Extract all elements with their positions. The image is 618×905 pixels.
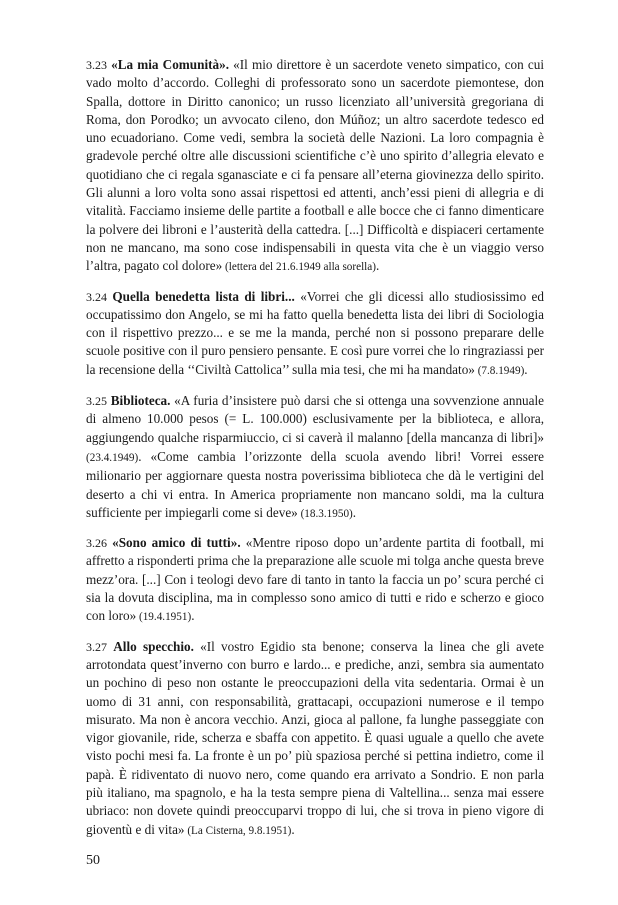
section-title: Allo specchio. — [113, 638, 194, 654]
section-title: «Sono amico di tutti». — [112, 535, 241, 551]
section-number: 3.23 — [86, 58, 107, 72]
section-title: «La mia Comunità». — [111, 57, 229, 72]
section-3-26 — [86, 534, 544, 626]
source-note: (19.4.1951) — [136, 611, 192, 624]
section-end: . — [524, 361, 528, 377]
section-body: «Vorrei che gli dicessi allo studiosissimo ed occupatissimo don Angelo, se mi ha fatto quella benedetta lista dei libri di Sociologia con il rispettivo prezzo... e se me la manda, perché non si possono preparare delle scuole positive con il puro pensiero pensante. E così pure vorrei che lo ringraziassi per la recensione della ‘‘Civiltà Cattolica’’ sulla mia tesi, che mi ha mandato» — [86, 288, 545, 377]
section-3-27 — [86, 638, 544, 840]
section-number: 3.26 — [86, 536, 107, 551]
section-number: 3.24 — [86, 289, 107, 304]
page-number: 50 — [86, 853, 100, 868]
section-3-25 — [86, 392, 544, 523]
section-title: Biblioteca. — [110, 393, 171, 409]
section-number: 3.25 — [86, 394, 107, 409]
source-note: (lettera del 21.6.1949 alla sorella) — [222, 261, 376, 274]
section-body: «Mentre riposo dopo un’ardente partita di football, mi affretto a risponderti prima che la preparazione alle scuole mi tolga anche questa breve mezz’ora. [...] Con i teologi devo fare di tanto in tanto la faccia un po’ scura perché ci sia la dovuta disciplina, ma in complesso sono amico di tutti e rido e scherzo e gioco con loro» — [86, 535, 545, 624]
section-end: . — [291, 821, 295, 837]
section-3-24 — [86, 288, 544, 380]
section-body: «A furia d’insistere può darsi che si ottenga una sovvenzione annuale di almeno 10.000 pesos (= L. 100.000) esclusivamente per la biblioteca, e allora, aggiungendo qualche risparmiuccio, ci si caverà il malanno [della mancanza di libri]» — [86, 393, 544, 445]
source-note: (La Cisterna, 9.8.1951) — [184, 824, 292, 837]
section-body-continued: . «Come cambia l’orizzonte della scuola avendo libri! Vorrei essere milionario per aggiornare questa nostra poverissima biblioteca che dà le vertigini del deserto a chi vi entra. In America propriamente non mancano soldi, ma la cultura sufficiente per impiegarli come si deve» — [86, 448, 544, 520]
section-end: . — [376, 258, 380, 274]
section-end: . — [191, 608, 195, 624]
section-end: . — [352, 504, 357, 520]
section-body: «Il vostro Egidio sta benone; conserva la linea che gli avete arrotondata quest’inverno con burro e lardo... e prediche, anzi, sembra sia aumentato un pochino di peso non ostante le preoccupazioni della vita sedentaria. Ormai è un uomo di 31 anni, con responsabilità, grattacapi, occupazioni numerose e il tempo misurato. Ma non è ancora vecchio. Anzi, gioca al pallone, fa lunghe passeggiate con vigor giovanile, ride, scherza e sbaffa con appetito. È quasi uguale a quello che avete visto pochi mesi fa. La fronte è un po’ più spaziosa perché si pettina indietro, come il papà. È ridiventato di nuovo nero, come quando era arrivato a Sondrio. E non parla più italiano, ma spagnolo, e ha la testa sempre piena di Valtellina... senza mai essere ubriaco: non dovete quindi preoccuparvi troppo di lui, che si trova in pieno vigore di gioventù e di vita» — [86, 638, 544, 837]
section-3-23 — [86, 56, 544, 277]
source-note: (23.4.1949) — [86, 451, 139, 464]
text-block — [86, 56, 544, 851]
section-title: Quella benedetta lista di libri... — [112, 288, 295, 304]
section-number: 3.27 — [86, 639, 107, 654]
source-note: (7.8.1949) — [474, 364, 525, 377]
section-body: «Il mio direttore è un sacerdote veneto simpatico, con cui vado molto d’accordo. Colleghi di professorato sono un sacerdote piemontese, don Spalla, dottore in Diritto canonico; un russo licenziato all’università gregoriana di Roma, don Porodko; un avvocato cileno, don Múñoz; un altro sacerdote tedesco ed uno ecuadoriano. Come vedi, sembra la società delle Nazioni. La loro compagnia è gradevole perché oltre alle discussioni scientifiche c’è uno spirito d’allegria elevato e quotidiano che ci regala sganasciate e ci fa pensare all’eterna giovinezza dello spirito. Gli alunni a loro volta sono assai rispettosi ed attenti, anch’essi pieni di allegria e di vitalità. Facciamo insieme delle partite a football e alle bocce che ci fanno dimenticare la polvere dei libroni e l’austerità della cattedra. [...] Difficoltà e dispiaceri certamente non ne mancano, ma sono cose indispensabili in questa vita che è un viaggio verso l’altra, pagato col dolore» — [86, 57, 545, 274]
source-note-2: (18.3.1950) — [297, 507, 353, 520]
